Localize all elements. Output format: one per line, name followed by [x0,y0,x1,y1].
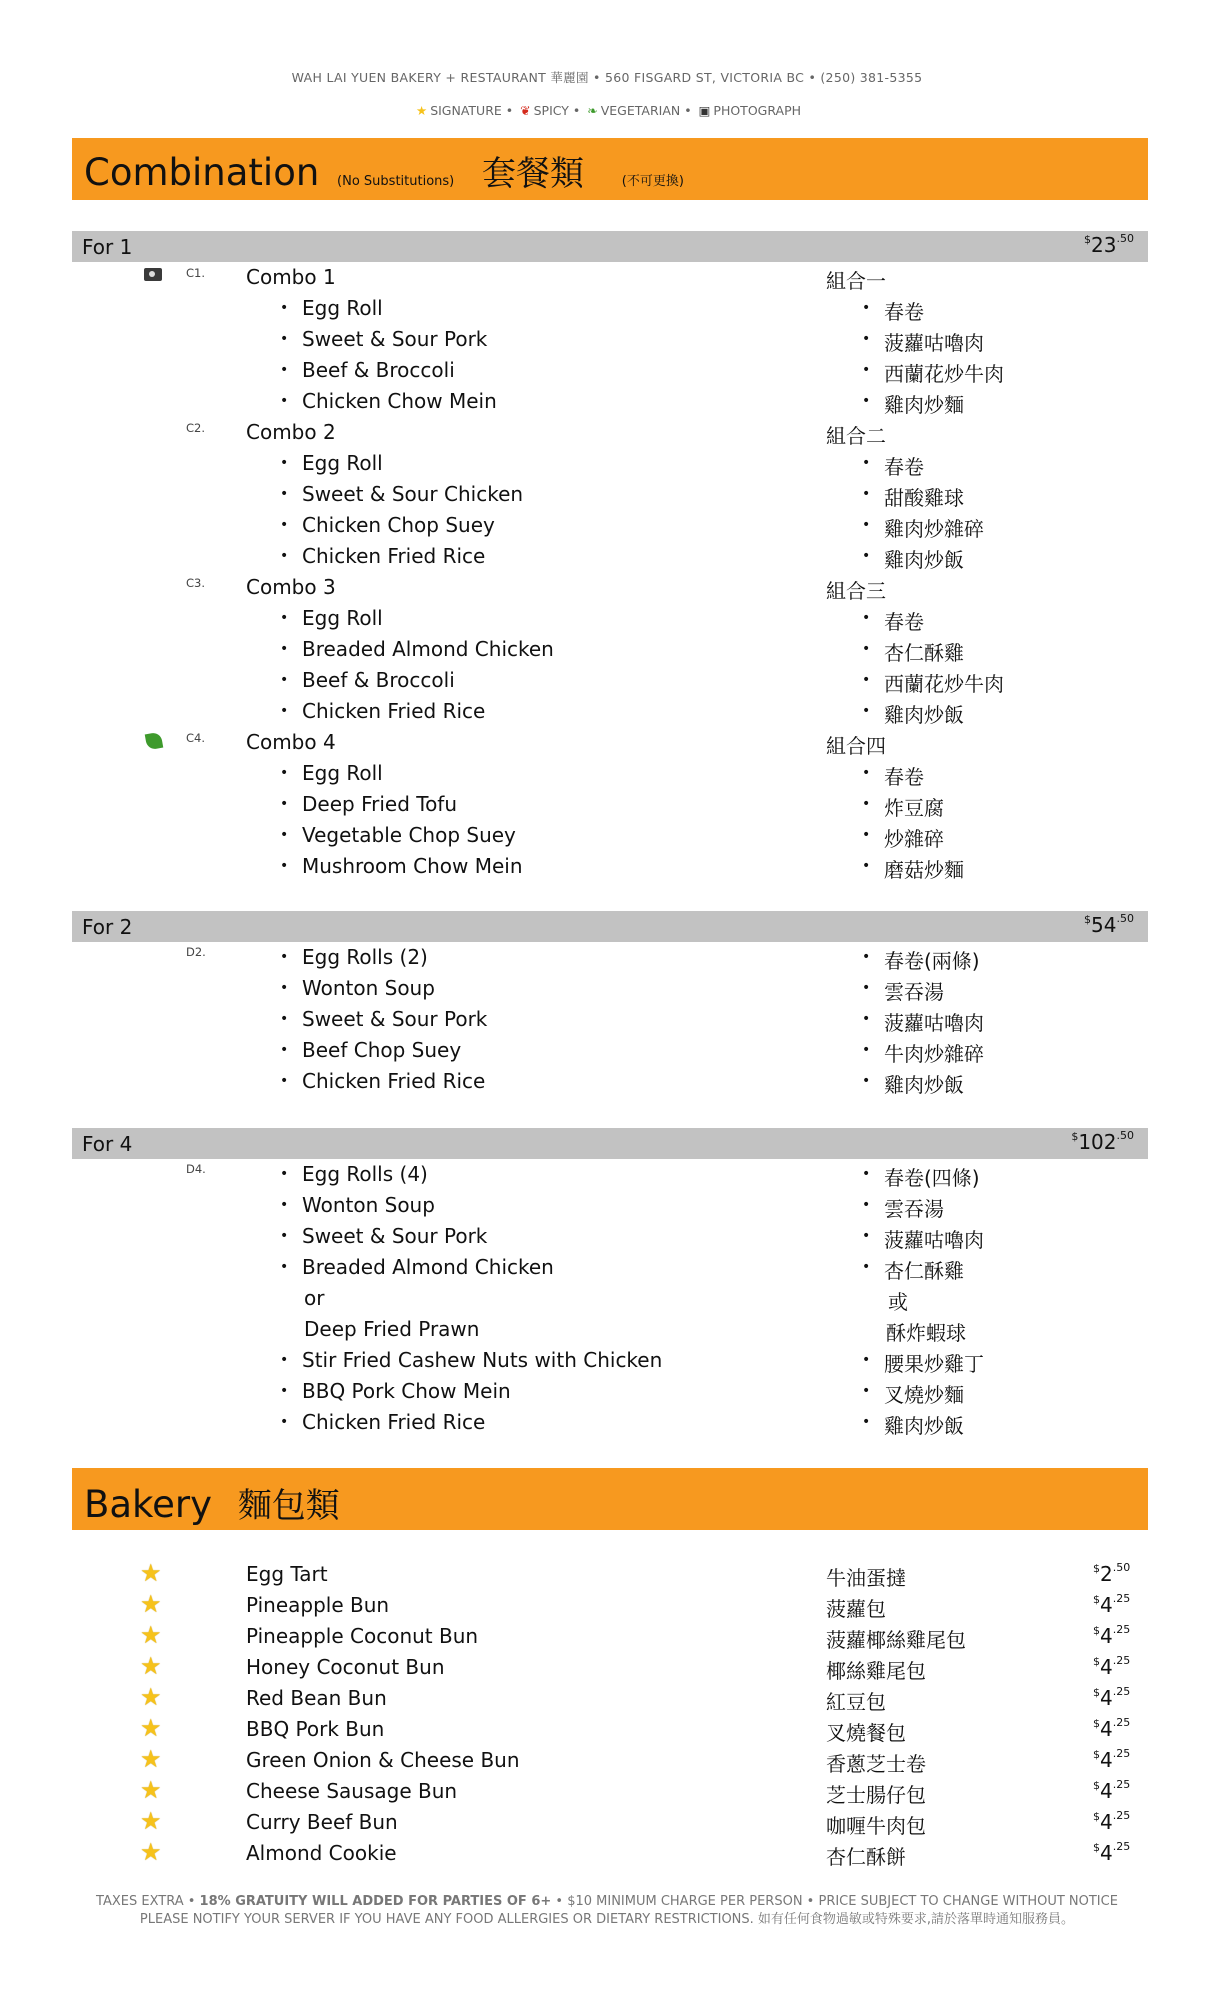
legend: ★ SIGNATURE • ❦ SPICY • ❧ VEGETARIAN • ▣ PHOTOGRAPH [415,103,802,118]
combo-name-zh: 組合二 [826,424,886,448]
bakery-item-price [1093,1655,1130,1679]
bullet-icon: • [280,1073,289,1089]
bullet-icon: • [280,641,289,657]
bakery-item: Egg Tart [246,1562,328,1586]
bullet-icon: • [862,949,871,965]
price-cents: .25 [1112,1840,1131,1853]
footer-taxes: TAXES EXTRA • [96,1894,200,1909]
bullet-icon: • [862,1228,871,1244]
bullet-icon: • [862,300,871,316]
bakery-title-zh: 麵包類 [237,1486,340,1526]
bullet-icon: • [280,1011,289,1027]
price-cents: .25 [1112,1592,1131,1605]
star-icon: ★ [140,1652,162,1680]
currency: $ [1093,1593,1100,1606]
bakery-item-price [1093,1810,1130,1834]
bullet-icon: • [280,517,289,533]
combo-item-zh: 炸豆腐 [884,796,944,820]
combo-item: Chicken Fried Rice [302,699,486,723]
for4-item-zh: 酥炸蝦球 [886,1321,966,1345]
chili-icon: ❦ [520,103,531,118]
for4-price [1071,1130,1134,1154]
for4-item: Egg Rolls (4) [302,1162,428,1186]
combo-code: C4. [186,731,206,745]
price-cents: .50 [1116,1129,1134,1142]
combo-item: Chicken Chop Suey [302,513,495,537]
price-main: 4 [1100,1624,1113,1648]
combo-name-zh: 組合一 [826,269,886,293]
bakery-item: Pineapple Bun [246,1593,390,1617]
for1-price [1084,233,1134,257]
bullet-icon: • [280,980,289,996]
combo-item: Beef & Broccoli [302,358,455,382]
bakery-item-price [1093,1593,1130,1617]
bullet-icon: • [280,827,289,843]
for2-item-zh: 雲吞湯 [884,980,944,1004]
bullet-icon: • [862,796,871,812]
for2-item: Chicken Fried Rice [302,1069,486,1093]
for4-item: BBQ Pork Chow Mein [302,1379,511,1403]
bullet-icon: • [862,1352,871,1368]
bullet-icon: • [862,1383,871,1399]
legend-spicy: SPICY [533,103,569,118]
currency: $ [1093,1686,1100,1699]
bakery-item-zh: 杏仁酥餅 [826,1845,906,1869]
combination-note: (No Substitutions) [337,174,455,189]
restaurant-info: WAH LAI YUEN BAKERY + RESTAURANT 華麗園 • 560 FISGARD ST, VICTORIA BC • (250) 381-5355 [291,70,923,85]
bullet-icon: • [862,827,871,843]
for4-code: D4. [186,1162,206,1176]
currency: $ [1093,1717,1100,1730]
bullet-icon: • [862,331,871,347]
star-icon: ★ [415,103,428,118]
for4-item: Deep Fried Prawn [304,1317,480,1341]
bullet-icon: • [280,1197,289,1213]
combo-item-zh: 春卷 [884,765,924,789]
price-main: 4 [1100,1655,1113,1679]
star-icon: ★ [140,1590,162,1618]
combo-name: Combo 1 [246,265,336,289]
footer-gratuity: 18% GRATUITY WILL ADDED FOR PARTIES OF 6+ [199,1894,552,1909]
combination-note-zh: (不可更換) [621,174,684,189]
bullet-icon: • [280,300,289,316]
bullet-icon: • [280,949,289,965]
bullet-icon: • [280,703,289,719]
price-cents: .50 [1116,912,1134,925]
combo-item-zh: 炒雜碎 [884,827,944,851]
combo-item-zh: 菠蘿咕嚕肉 [884,331,984,355]
bullet-icon: • [280,672,289,688]
combo-name: Combo 2 [246,420,336,444]
camera-icon [144,268,162,281]
for4-item: Stir Fried Cashew Nuts with Chicken [302,1348,663,1372]
star-icon: ★ [140,1838,162,1866]
currency: $ [1084,233,1092,246]
combo-name: Combo 3 [246,575,336,599]
bullet-icon: • [862,455,871,471]
bakery-item-price [1093,1779,1130,1803]
bullet-icon: • [280,331,289,347]
for4-item-zh: 或 [888,1290,908,1314]
bakery-item: Honey Coconut Bun [246,1655,445,1679]
price-cents: .25 [1112,1809,1131,1822]
footer-minimum: • $10 MINIMUM CHARGE PER PERSON • PRICE SUBJECT TO CHANGE WITHOUT NOTICE [551,1894,1118,1909]
footer [0,1893,1214,1929]
combo-code: C1. [186,266,206,280]
star-icon: ★ [140,1776,162,1804]
bakery-title [84,1478,340,1527]
combo-item: Sweet & Sour Chicken [302,482,524,506]
bakery-item-zh: 咖喱牛肉包 [826,1814,926,1838]
bullet-icon: • [862,1259,871,1275]
bullet-icon: • [280,393,289,409]
price-cents: .50 [1112,1561,1131,1574]
footer-line-2: PLEASE NOTIFY YOUR SERVER IF YOU HAVE ANY FOOD ALLERGIES OR DIETARY RESTRICTIONS. 如有任何食物過敏或特殊要求,請於落單時通知服務員。 [139,1912,1075,1927]
combo-item: Breaded Almond Chicken [302,637,554,661]
currency: $ [1093,1562,1100,1575]
combo-item-zh: 春卷 [884,300,924,324]
bakery-item-zh: 叉燒餐包 [826,1721,906,1745]
bakery-item-zh: 香蔥芝士卷 [826,1752,926,1776]
bullet-icon: • [862,486,871,502]
bakery-item-price [1093,1686,1130,1710]
currency: $ [1093,1655,1100,1668]
price-main: 4 [1100,1717,1113,1741]
price-main: 4 [1100,1779,1113,1803]
currency: $ [1093,1810,1100,1823]
combo-item-zh: 雞肉炒飯 [884,703,964,727]
combination-title [84,146,684,195]
bakery-item: Pineapple Coconut Bun [246,1624,479,1648]
bakery-item-zh: 菠蘿包 [826,1597,886,1621]
combo-item: Chicken Chow Mein [302,389,497,413]
bullet-icon: • [862,517,871,533]
combo-item-zh: 春卷 [884,610,924,634]
combo-item-zh: 磨菇炒麵 [884,858,964,882]
combination-banner [72,138,1148,200]
combo-item-zh: 春卷 [884,455,924,479]
for4-item: or [304,1286,325,1310]
camera-icon: ▣ [698,103,711,118]
bullet-icon: • [280,796,289,812]
currency: $ [1093,1779,1100,1792]
price-main: 4 [1100,1748,1113,1772]
for2-item-zh: 菠蘿咕嚕肉 [884,1011,984,1035]
star-icon: ★ [140,1559,162,1587]
bullet-icon: • [862,1414,871,1430]
for4-item-zh: 雞肉炒飯 [884,1414,964,1438]
bullet-icon: • [280,1228,289,1244]
combination-title-en: Combination [84,151,320,194]
combo-code: C2. [186,421,206,435]
for4-item: Breaded Almond Chicken [302,1255,554,1279]
price-cents: .25 [1112,1654,1131,1667]
bullet-icon: • [862,1197,871,1213]
star-icon: ★ [140,1807,162,1835]
for1-label: For 1 [82,235,133,259]
combo-item-zh: 甜酸雞球 [884,486,964,510]
bakery-item: Red Bean Bun [246,1686,387,1710]
currency: $ [1093,1841,1100,1854]
for4-item: Sweet & Sour Pork [302,1224,488,1248]
bullet-icon: • [862,1073,871,1089]
bullet-icon: • [280,455,289,471]
price-cents: .50 [1116,232,1134,245]
bakery-item: BBQ Pork Bun [246,1717,385,1741]
footer-line-1 [0,1893,1214,1911]
currency: $ [1071,1130,1079,1143]
currency: $ [1093,1748,1100,1761]
price-main: 54 [1091,913,1117,937]
bullet-icon: • [280,1042,289,1058]
price-cents: .25 [1112,1747,1131,1760]
bullet-icon: • [862,1011,871,1027]
bakery-item-zh: 椰絲雞尾包 [826,1659,926,1683]
price-main: 2 [1100,1562,1113,1586]
combo-item-zh: 西蘭花炒牛肉 [884,362,1004,386]
bakery-item-zh: 芝士腸仔包 [826,1783,926,1807]
price-cents: .25 [1112,1685,1131,1698]
for2-item-zh: 牛肉炒雜碎 [884,1042,984,1066]
for2-item: Sweet & Sour Pork [302,1007,488,1031]
bakery-item-price [1093,1562,1130,1586]
for2-price [1084,913,1134,937]
price-main: 4 [1100,1593,1113,1617]
bullet-icon: • [280,1383,289,1399]
bakery-item-zh: 紅豆包 [826,1690,886,1714]
for4-item-zh: 腰果炒雞丁 [884,1352,984,1376]
bakery-item: Green Onion & Cheese Bun [246,1748,520,1772]
leaf-icon [145,732,164,751]
bakery-item-zh: 菠蘿椰絲雞尾包 [826,1628,966,1652]
bullet-icon: • [280,1414,289,1430]
bullet-icon: • [862,641,871,657]
bullet-icon: • [862,610,871,626]
for4-label: For 4 [82,1132,133,1156]
bullet-icon: • [862,858,871,874]
for4-item: Wonton Soup [302,1193,435,1217]
bakery-item-price [1093,1748,1130,1772]
bullet-icon: • [862,362,871,378]
bakery-item-price [1093,1717,1130,1741]
combo-item-zh: 雞肉炒麵 [884,393,964,417]
bakery-item: Almond Cookie [246,1841,397,1865]
for2-item: Egg Rolls (2) [302,945,428,969]
for1-header [72,231,1148,262]
bullet-icon: • [280,486,289,502]
price-main: 4 [1100,1841,1113,1865]
bakery-title-en: Bakery [84,1483,213,1526]
price-main: 102 [1078,1130,1117,1154]
star-icon: ★ [140,1683,162,1711]
currency: $ [1093,1624,1100,1637]
bakery-item-price [1093,1841,1130,1865]
price-cents: .25 [1112,1716,1131,1729]
bullet-icon: • [862,765,871,781]
legend-signature: SIGNATURE [430,103,502,118]
price-main: 23 [1091,233,1117,257]
bakery-item: Cheese Sausage Bun [246,1779,458,1803]
combo-name-zh: 組合三 [826,579,886,603]
combo-item: Mushroom Chow Mein [302,854,523,878]
combo-code: C3. [186,576,206,590]
combo-item-zh: 杏仁酥雞 [884,641,964,665]
bullet-icon: • [862,1166,871,1182]
combination-title-zh: 套餐類 [482,154,585,194]
for4-item-zh: 叉燒炒麵 [884,1383,964,1407]
combo-item-zh: 西蘭花炒牛肉 [884,672,1004,696]
price-main: 4 [1100,1686,1113,1710]
legend-photograph: PHOTOGRAPH [713,103,802,118]
combo-item: Egg Roll [302,606,383,630]
for2-item-zh: 春卷(兩條) [884,949,980,973]
price-cents: .25 [1112,1623,1131,1636]
combo-item-zh: 雞肉炒飯 [884,548,964,572]
star-icon: ★ [140,1621,162,1649]
price-cents: .25 [1112,1778,1131,1791]
legend-vegetarian: VEGETARIAN [600,103,681,118]
bakery-item: Curry Beef Bun [246,1810,398,1834]
bullet-icon: • [280,362,289,378]
bullet-icon: • [862,672,871,688]
combo-item: Deep Fried Tofu [302,792,458,816]
for4-item-zh: 春卷(四條) [884,1166,980,1190]
bullet-icon: • [280,1259,289,1275]
bullet-icon: • [280,1352,289,1368]
bullet-icon: • [862,1042,871,1058]
for4-item: Chicken Fried Rice [302,1410,486,1434]
for4-item-zh: 杏仁酥雞 [884,1259,964,1283]
bullet-icon: • [862,393,871,409]
price-main: 4 [1100,1810,1113,1834]
bakery-item-price [1093,1624,1130,1648]
for2-label: For 2 [82,915,133,939]
bullet-icon: • [280,548,289,564]
combo-item-zh: 雞肉炒雜碎 [884,517,984,541]
bullet-icon: • [862,980,871,996]
bullet-icon: • [280,858,289,874]
star-icon: ★ [140,1745,162,1773]
combo-item: Sweet & Sour Pork [302,327,488,351]
for2-item-zh: 雞肉炒飯 [884,1073,964,1097]
combo-item: Egg Roll [302,296,383,320]
star-icon: ★ [140,1714,162,1742]
for4-header [72,1128,1148,1159]
leaf-icon: ❧ [587,103,598,118]
for2-header [72,911,1148,942]
combo-item: Chicken Fried Rice [302,544,486,568]
bakery-item-zh: 牛油蛋撻 [826,1566,906,1590]
bullet-icon: • [280,765,289,781]
combo-name-zh: 組合四 [826,734,886,758]
bakery-banner [72,1468,1148,1530]
bullet-icon: • [862,548,871,564]
combo-item: Egg Roll [302,451,383,475]
combo-item: Beef & Broccoli [302,668,455,692]
for2-code: D2. [186,945,206,959]
for4-item-zh: 雲吞湯 [884,1197,944,1221]
combo-name: Combo 4 [246,730,336,754]
for4-item-zh: 菠蘿咕嚕肉 [884,1228,984,1252]
bullet-icon: • [280,1166,289,1182]
bullet-icon: • [280,610,289,626]
for2-item: Wonton Soup [302,976,435,1000]
for2-item: Beef Chop Suey [302,1038,462,1062]
combo-item: Vegetable Chop Suey [302,823,516,847]
combo-item: Egg Roll [302,761,383,785]
currency: $ [1084,913,1092,926]
bullet-icon: • [862,703,871,719]
